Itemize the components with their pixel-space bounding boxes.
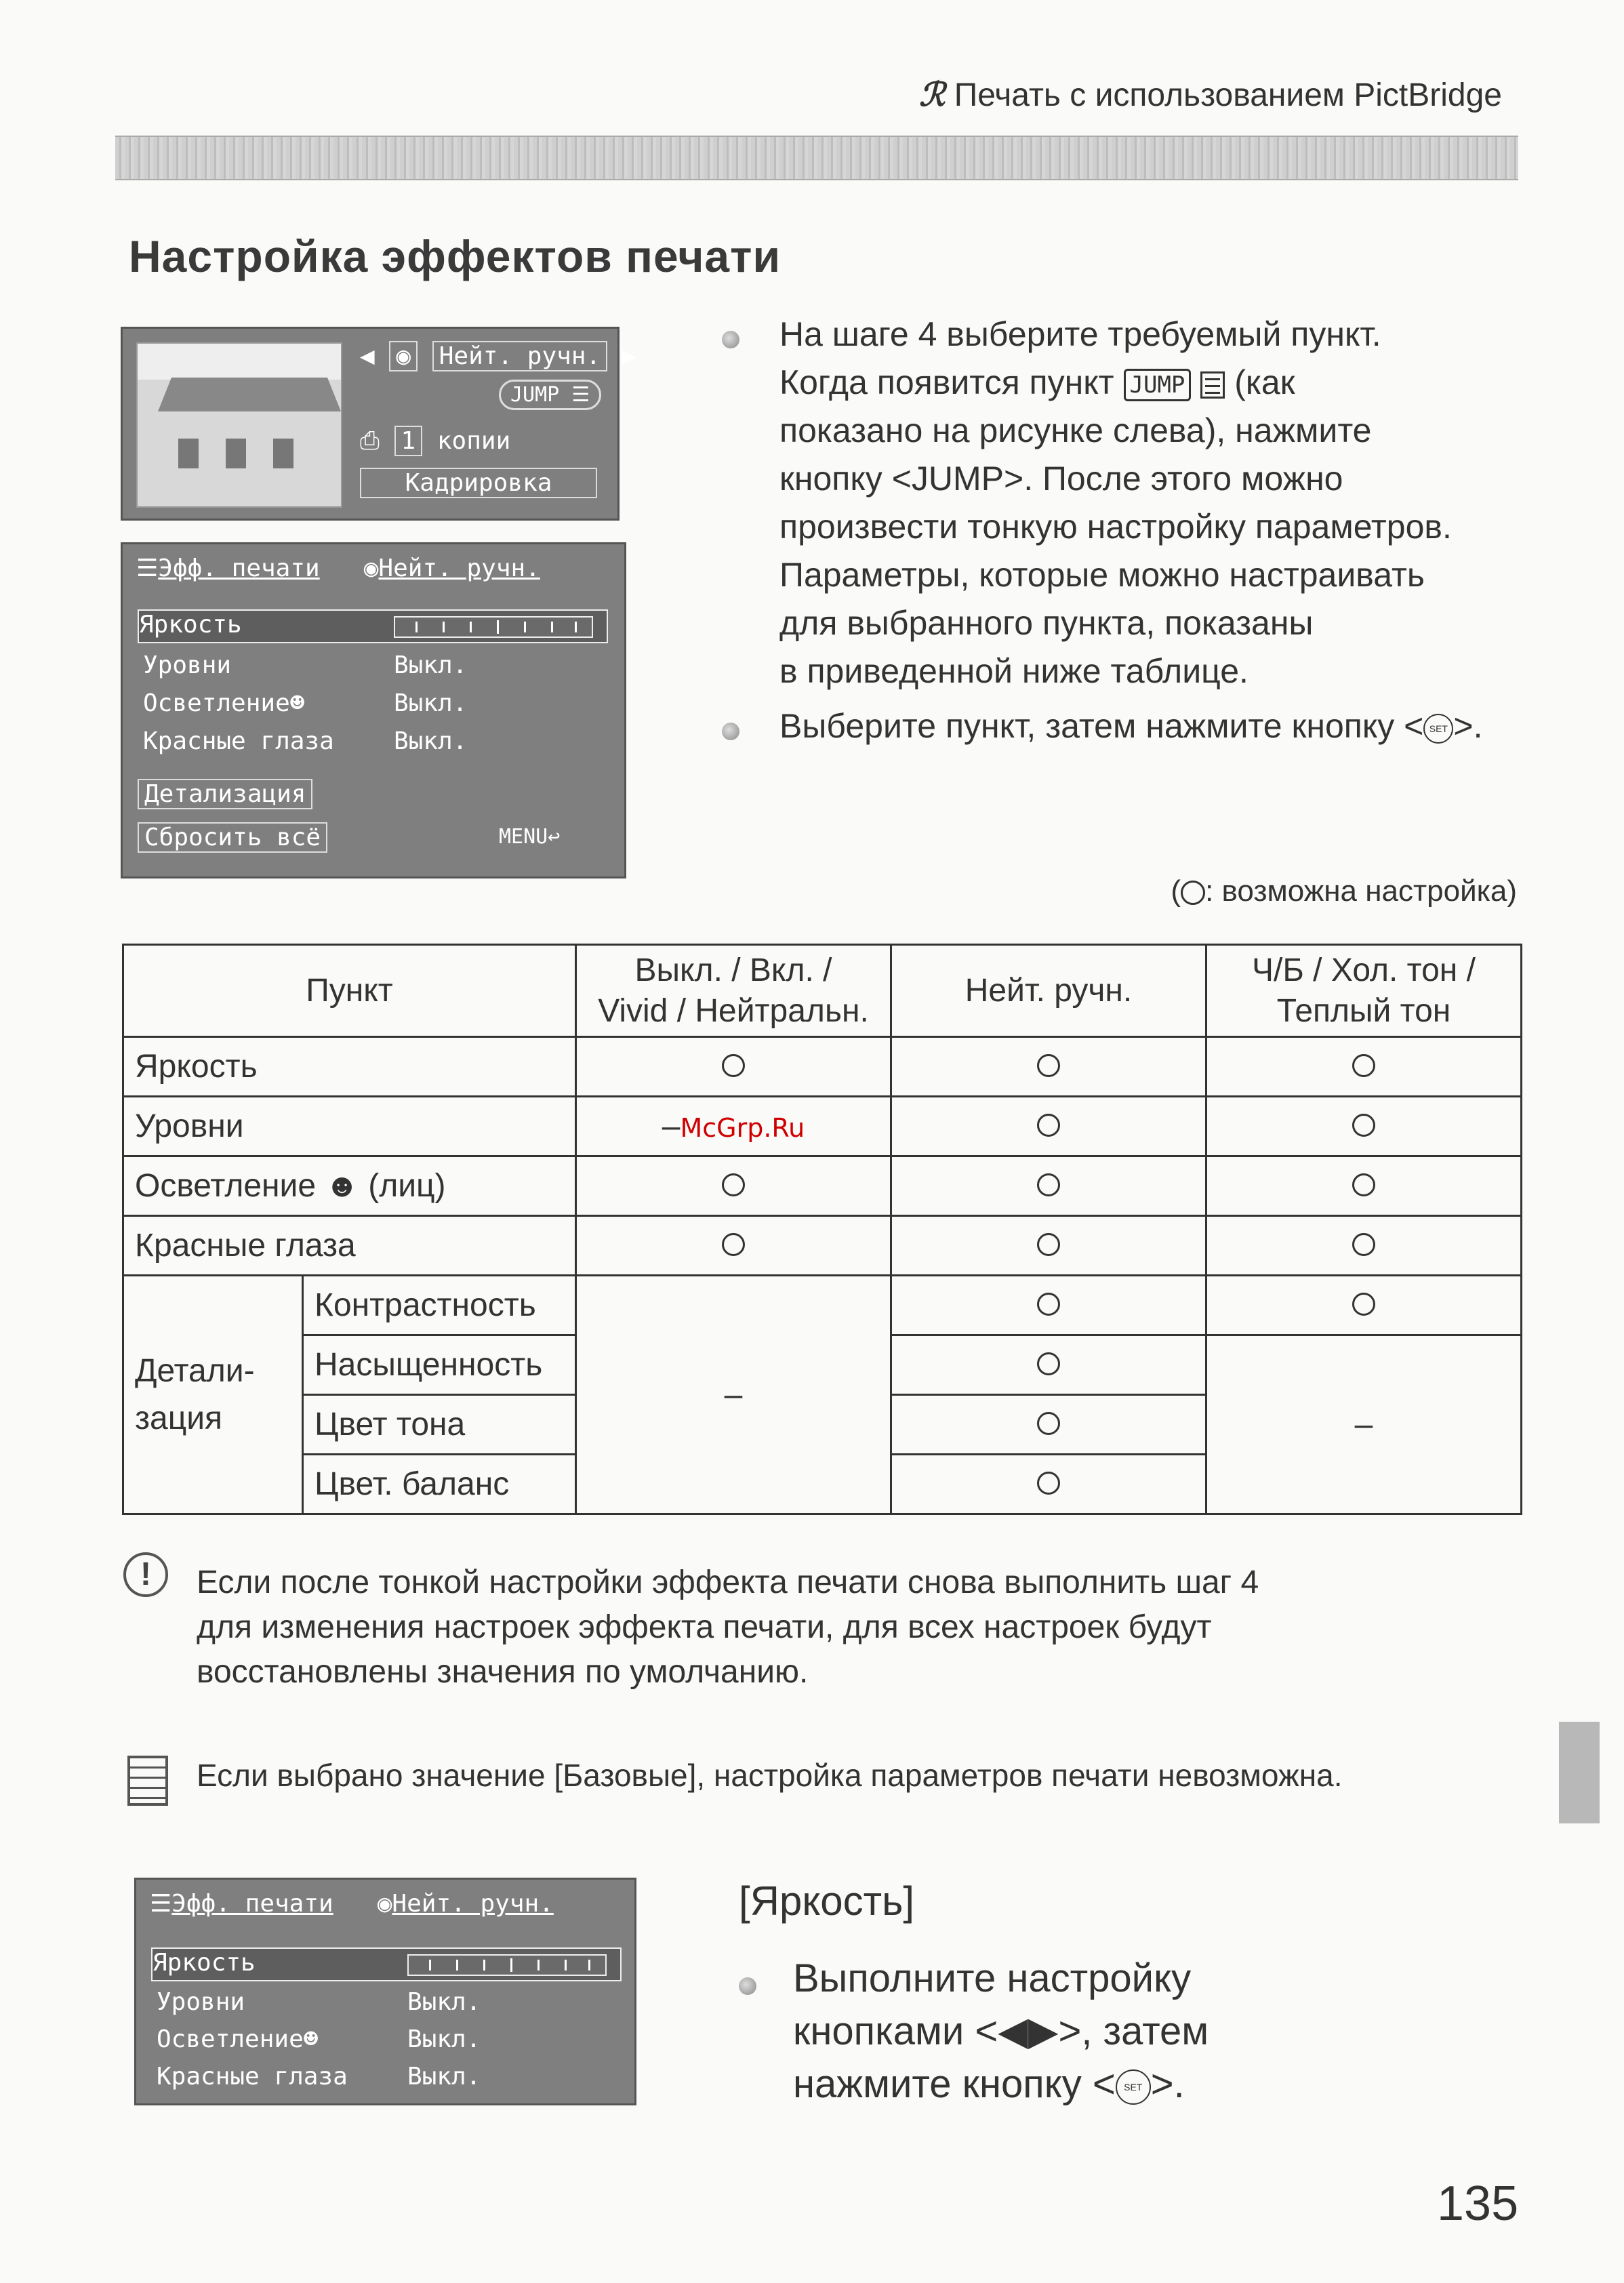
face-icon: ☻ xyxy=(325,1168,359,1204)
running-header xyxy=(919,76,1502,114)
caution-icon: ! xyxy=(123,1552,168,1597)
effects-tab: Эфф. печати xyxy=(158,554,320,582)
mode-tab: Нейт. ручн. xyxy=(392,1890,554,1918)
circle-icon xyxy=(1181,881,1205,905)
circle-icon xyxy=(1037,1293,1060,1316)
instruction-line: в приведенной ниже таблице. xyxy=(779,652,1249,690)
page-number: 135 xyxy=(1437,2177,1519,2231)
instruction-line: Параметры, которые можно настраивать xyxy=(779,556,1425,594)
brightness-slider xyxy=(394,616,593,638)
face-icon: ☻ xyxy=(303,2025,319,2053)
brightness-label: Яркость xyxy=(153,1949,256,1977)
bullet-icon xyxy=(722,331,739,348)
instruction-line: На шаге 4 выберите требуемый пункт. xyxy=(779,315,1381,353)
instruction-step-1 xyxy=(779,310,1525,695)
table-row: Цвет. баланс xyxy=(123,1455,1522,1514)
effects-tab-row xyxy=(150,1890,554,1918)
table-row: Яркость xyxy=(123,1037,1522,1097)
face-light-value: Выкл. xyxy=(394,689,468,717)
menu-list-icon: ☰ xyxy=(571,383,590,407)
watermark: McGrp.Ru xyxy=(680,1113,805,1143)
header-col3: Ч/Б / Хол. тон / Теплый тон xyxy=(1206,945,1522,1037)
copies-label: копии xyxy=(437,427,511,455)
memo-note: Если выбрано значение [Базовые], настройка параметров печати невозможна. xyxy=(197,1758,1343,1793)
reset-all-button: Сбросить всё xyxy=(138,822,327,853)
camera-screen-brightness xyxy=(134,1878,636,2105)
face-light-row xyxy=(157,2025,318,2053)
face-light-label: Осветление xyxy=(157,2025,304,2053)
brightness-slider xyxy=(407,1954,607,1976)
face-light-row xyxy=(143,689,304,717)
brightness-label: Яркость xyxy=(139,611,242,639)
table-row: Осветление ☻ (лиц) xyxy=(123,1156,1522,1216)
bullet-icon xyxy=(722,723,739,740)
copies-row xyxy=(360,427,510,456)
table-row: Цвет тона xyxy=(123,1395,1522,1455)
caution-note: Если после тонкой настройки эффекта печати снова выполнить шаг 4 для изменения настроек эффекта печати, для всех настроек будут восстановлены значения по умолчанию. xyxy=(197,1564,1259,1690)
header-bar xyxy=(115,136,1518,180)
circle-icon xyxy=(1352,1233,1375,1256)
levels-label: Уровни xyxy=(157,1988,245,2016)
table-legend: ( : возможна настройка) xyxy=(1171,874,1517,908)
levels-value: Выкл. xyxy=(394,651,468,679)
crop-button: Кадрировка xyxy=(360,468,597,498)
return-icon: ↩ xyxy=(548,825,561,849)
print-copies-icon: ⎙ xyxy=(360,427,380,455)
table-row: Насыщенность – xyxy=(123,1335,1522,1395)
levels-value: Выкл. xyxy=(407,1988,481,2016)
menu-list-icon: ☰ xyxy=(150,1890,172,1918)
red-eye-label: Красные глаза xyxy=(143,727,334,755)
table-row: Детали- зация Контрастность – xyxy=(123,1276,1522,1335)
face-icon: ☻ xyxy=(289,689,305,717)
instruction-line: показано на рисунке слева), нажмите xyxy=(779,411,1372,449)
circle-icon xyxy=(1037,1173,1060,1196)
red-eye-label: Красные глаза xyxy=(157,2063,348,2090)
header-item: Пункт xyxy=(123,945,576,1037)
red-eye-value: Выкл. xyxy=(407,2063,481,2090)
photo-thumbnail xyxy=(136,342,342,508)
menu-list-icon xyxy=(1200,371,1225,399)
camera-screen-print-settings xyxy=(121,327,637,521)
instruction-line: произвести тонкую настройку параметров. xyxy=(779,508,1452,546)
jump-button-icon: JUMP xyxy=(1124,369,1192,401)
effects-tab: Эфф. печати xyxy=(171,1890,333,1918)
side-tab xyxy=(1559,1722,1600,1823)
arrow-left-icon: ◀ xyxy=(360,342,375,370)
jump-indicator xyxy=(499,380,601,410)
camera-icon: ◉ xyxy=(389,341,418,371)
bullet-icon xyxy=(739,1977,756,1995)
circle-icon xyxy=(1352,1173,1375,1196)
brightness-subtitle: [Яркость] xyxy=(739,1878,915,1924)
mode-tab: Нейт. ручн. xyxy=(378,554,540,582)
copies-count: 1 xyxy=(394,426,423,456)
set-button-icon: SET xyxy=(1116,2069,1151,2105)
circle-icon xyxy=(722,1054,745,1077)
mode-value: Нейт. ручн. xyxy=(432,341,607,371)
running-header-text: Печать с использованием PictBridge xyxy=(954,77,1502,113)
section-title: Настройка эффектов печати xyxy=(129,231,781,281)
circle-icon xyxy=(1352,1293,1375,1316)
circle-icon xyxy=(1037,1472,1060,1495)
header-col2: Нейт. ручн. xyxy=(891,945,1206,1037)
circle-icon xyxy=(1037,1233,1060,1256)
arrow-right-icon: ▶ xyxy=(622,342,637,370)
detail-button: Детализация xyxy=(138,779,312,809)
brightness-instruction: Выполните настройку кнопками <◀▶>, затем нажмите кнопку < SET >. xyxy=(793,1956,1209,2106)
pictbridge-icon: ℛ xyxy=(919,77,946,113)
memo-icon xyxy=(127,1756,168,1806)
circle-icon xyxy=(722,1173,745,1196)
circle-icon xyxy=(1352,1114,1375,1137)
set-button-icon: SET xyxy=(1423,714,1453,744)
circle-icon xyxy=(1037,1352,1060,1375)
menu-list-icon: ☰ xyxy=(136,554,159,582)
camera-icon: ◉ xyxy=(363,554,379,582)
settings-table xyxy=(122,944,1522,1515)
instruction-line: кнопку <JUMP>. После этого можно xyxy=(779,460,1343,498)
camera-icon: ◉ xyxy=(377,1890,392,1918)
red-eye-value: Выкл. xyxy=(394,727,468,755)
circle-icon xyxy=(1352,1054,1375,1077)
instruction-step-2: Выберите пункт, затем нажмите кнопку < SET >. xyxy=(779,707,1483,745)
table-row: Уровни –McGrp.Ru xyxy=(123,1097,1522,1156)
header-col1: Выкл. / Вкл. / Vivid / Нейтральн. xyxy=(576,945,891,1037)
camera-screen-effects xyxy=(121,542,626,878)
instruction-line-jump: Когда появится пункт JUMP (как xyxy=(779,363,1295,401)
circle-icon xyxy=(1037,1054,1060,1077)
instruction-line: для выбранного пункта, показаны xyxy=(779,604,1314,642)
circle-icon xyxy=(1037,1114,1060,1137)
arrow-left-right-icon: ◀▶ xyxy=(998,2009,1059,2053)
menu-back xyxy=(499,825,560,849)
levels-label: Уровни xyxy=(143,651,232,679)
menu-label: MENU xyxy=(499,825,548,849)
levels-row xyxy=(143,651,231,679)
jump-label: JUMP xyxy=(510,383,560,407)
mode-row xyxy=(360,342,637,370)
face-light-value: Выкл. xyxy=(407,2025,481,2053)
circle-icon xyxy=(1037,1412,1060,1435)
table-row: Красные глаза xyxy=(123,1216,1522,1276)
effects-tab-row xyxy=(136,554,540,582)
face-light-label: Осветление xyxy=(143,689,290,717)
red-eye-row xyxy=(143,727,334,755)
circle-icon xyxy=(722,1233,745,1256)
